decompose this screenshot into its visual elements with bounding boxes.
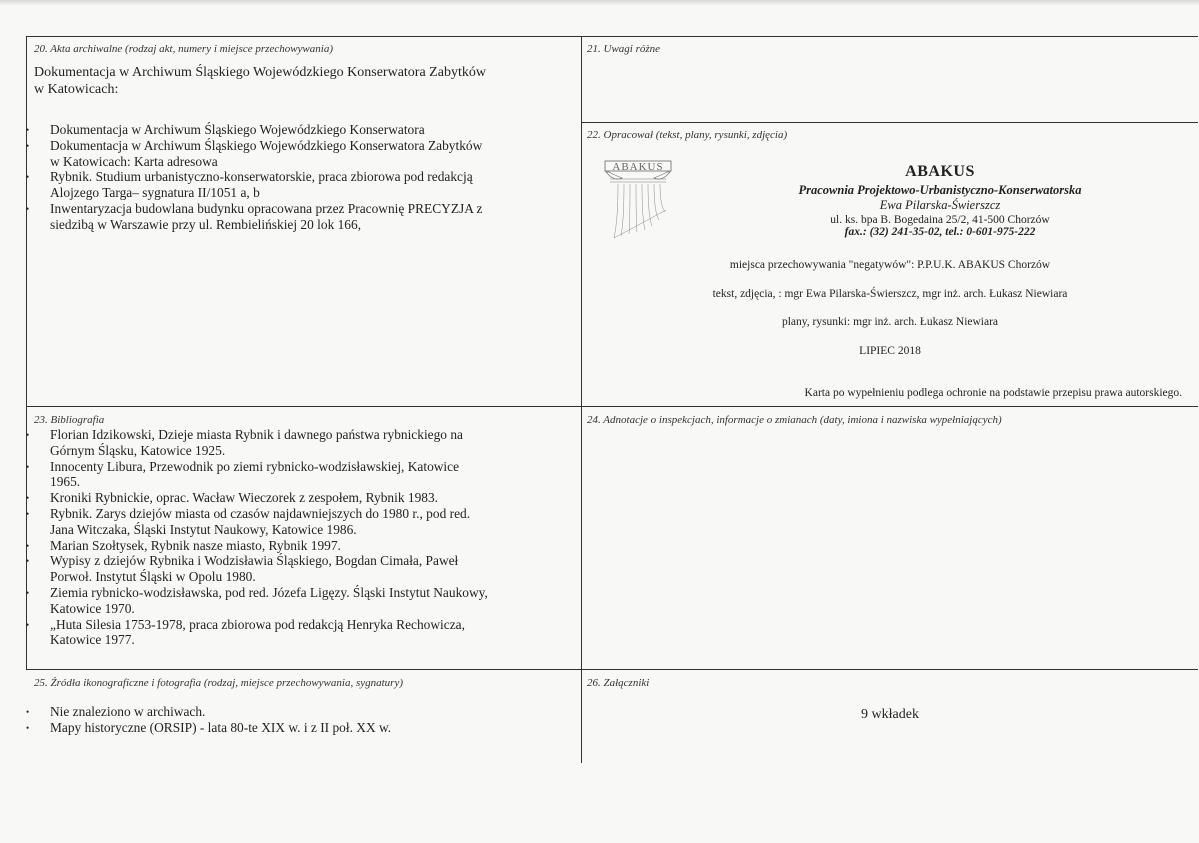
company-contact: fax.: (32) 241-35-02, tel.: 0-601-975-222 bbox=[844, 226, 1036, 238]
section-20-intro-line: Dokumentacja w Archiwum Śląskiego Wojewódzkiego Konserwatora Zabytków bbox=[34, 65, 486, 80]
section-23-label: 23. Bibliografia bbox=[34, 414, 105, 426]
list-item: • Rybnik. Studium urbanistyczno-konserwatorskie, praca zbiorowa pod redakcją Alojzego Targa– sygnatura II/1051 a, b bbox=[0, 169, 574, 201]
list-item: • Inwentaryzacja budowlana budynku opracowana przez Pracownię PRECYZJA z siedzibą w Warszawie przy ul. Rembielińskiej 20 lok 166, bbox=[0, 201, 574, 233]
rule-center bbox=[581, 36, 582, 763]
rule-lower bbox=[26, 669, 1198, 670]
plans-author: plany, rysunki: mgr inż. arch. Łukasz Niewiara bbox=[781, 316, 999, 328]
rule-top bbox=[26, 36, 1198, 37]
section-20-label: 20. Akta archiwalne (rodzaj akt, numery i miejsce przechowywania) bbox=[34, 43, 333, 55]
list-item: • „Huta Silesia 1753-1978, praca zbiorowa pod redakcją Henryka Rechowicza, Katowice 1977. bbox=[0, 617, 579, 649]
section-21-label: 21. Uwagi różne bbox=[587, 43, 661, 55]
list-item: • Rybnik. Zarys dziejów miasta od czasów najdawniejszych do 1980 r., pod red. Jana Witczaka, Śląski Instytut Naukowy, Katowice 1986. bbox=[0, 506, 579, 538]
company-name: ABAKUS bbox=[905, 163, 975, 180]
rule-21-22 bbox=[581, 122, 1198, 123]
list-item: • Dokumentacja w Archiwum Śląskiego Wojewódzkiego Konserwatora bbox=[0, 122, 574, 138]
section-20-list bbox=[0, 122, 574, 233]
text-photos-authors: tekst, zdjęcia, : mgr Ewa Pilarska-Świerszcz, mgr inż. arch. Łukasz Niewiara bbox=[712, 288, 1068, 300]
list-item: • Nie znaleziono w archiwach. bbox=[0, 704, 579, 720]
list-item: • Florian Idzikowski, Dzieje miasta Rybnik i dawnego państwa rybnickiego na Górnym Śląsku, Katowice 1925. bbox=[0, 427, 579, 459]
scan-shadow bbox=[0, 0, 1199, 6]
bibliography-list bbox=[0, 427, 579, 648]
copyright-note: Karta po wypełnieniu podlega ochronie na podstawie przepisu prawa autorskiego. bbox=[804, 387, 1182, 399]
negatives-storage: miejsca przechowywania "negatywów": P.P.U.K. ABAKUS Chorzów bbox=[729, 259, 1051, 271]
section-22-label: 22. Opracował (tekst, plany, rysunki, zdjęcia) bbox=[587, 129, 788, 141]
column-capital-icon bbox=[604, 160, 674, 242]
section-22 bbox=[587, 129, 787, 141]
list-item: • Kroniki Rybnickie, oprac. Wacław Wieczorek z zespołem, Rybnik 1983. bbox=[0, 490, 579, 506]
iconography-list bbox=[0, 704, 579, 736]
attachments-count: 9 wkładek bbox=[861, 707, 919, 722]
list-item: • Innocenty Libura, Przewodnik po ziemi rybnicko-wodzisławskiej, Katowice 1965. bbox=[0, 459, 579, 491]
section-23 bbox=[34, 414, 579, 648]
logo-text: ABAKUS bbox=[612, 161, 664, 173]
section-25 bbox=[34, 677, 579, 736]
company-owner: Ewa Pilarska-Świerszcz bbox=[879, 198, 1001, 212]
list-item: • Marian Szołtysek, Rybnik nasze miasto, Rybnik 1997. bbox=[0, 538, 579, 554]
list-item: • Ziemia rybnicko-wodzisławska, pod red. Józefa Ligęzy. Śląski Instytut Naukowy, Katowice 1970. bbox=[0, 585, 579, 617]
abakus-info bbox=[690, 163, 1190, 238]
section-24 bbox=[587, 414, 1002, 426]
company-address: ul. ks. bpa B. Bogedaina 25/2, 41-500 Chorzów bbox=[830, 214, 1050, 226]
list-item: • Wypisy z dziejów Rybnika i Wodzisławia Śląskiego, Bogdan Cimała, Paweł Porwoł. Instytut Śląski w Opolu 1980. bbox=[0, 553, 579, 585]
abakus-logo bbox=[604, 160, 674, 242]
section-25-label: 25. Źródła ikonograficzne i fotografia (rodzaj, miejsce przechowywania, sygnatury) bbox=[34, 677, 403, 689]
section-26 bbox=[587, 677, 649, 689]
list-item: • Dokumentacja w Archiwum Śląskiego Wojewódzkiego Konserwatora Zabytków w Katowicach: Karta adresowa bbox=[0, 138, 574, 170]
rule-mid bbox=[26, 406, 1198, 407]
section-26-label: 26. Załączniki bbox=[587, 677, 650, 689]
list-item: • Mapy historyczne (ORSIP) - lata 80-te XIX w. i z II poł. XX w. bbox=[0, 720, 579, 736]
section-21 bbox=[587, 43, 660, 55]
section-20-intro bbox=[34, 65, 574, 98]
section-20-intro-line: w Katowicach: bbox=[34, 81, 119, 97]
company-subtitle: Pracownia Projektowo-Urbanistyczno-Konserwatorska bbox=[798, 183, 1082, 197]
section-24-label: 24. Adnotacje o inspekcjach, informacje o zmianach (daty, imiona i nazwiska wypełniających) bbox=[587, 414, 1002, 426]
section-20 bbox=[34, 43, 574, 233]
date: LIPIEC 2018 bbox=[859, 345, 921, 357]
